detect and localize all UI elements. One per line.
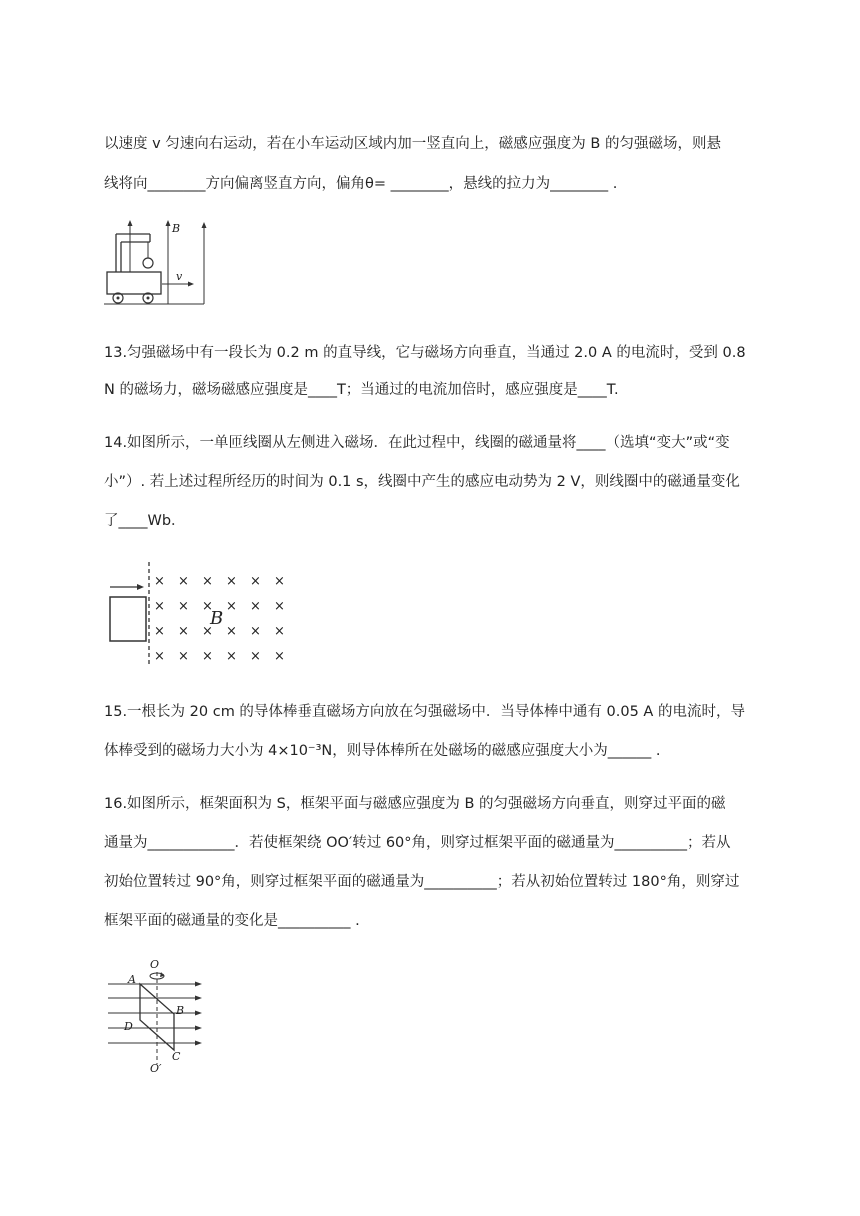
q16-label-c: C — [172, 1050, 181, 1063]
q12-label-v: v — [176, 270, 183, 283]
q14-label-b: B — [210, 608, 224, 629]
field-cross: × — [178, 624, 189, 639]
q12-label-b: B — [172, 222, 181, 235]
field-cross: × — [250, 574, 261, 589]
field-cross: × — [202, 649, 213, 664]
q16-text-line-2: 通量为____________．若使框架绕 OO′转过 60°角，则穿过框架平面的磁通量为__________；若从 — [104, 835, 731, 851]
q16-label-d: D — [124, 1020, 133, 1033]
field-cross: × — [178, 574, 189, 589]
field-cross: × — [202, 624, 213, 639]
field-cross: × — [178, 649, 189, 664]
field-cross: × — [202, 574, 213, 589]
q12-text-line-2: 线将向________方向偏离竖直方向，偏角θ= ________，悬线的拉力为________ . — [104, 176, 618, 192]
field-cross: × — [154, 599, 165, 614]
q16-label-b: B — [176, 1004, 185, 1017]
field-cross: × — [274, 599, 285, 614]
field-cross: × — [202, 599, 213, 614]
field-cross: × — [226, 574, 237, 589]
q16-frame-figure — [104, 958, 208, 1076]
field-cross: × — [274, 624, 285, 639]
q14-text-line-1: 14.如图所示，一单匝线圈从左侧进入磁场．在此过程中，线圈的磁通量将____（选填“变大”或“变 — [104, 435, 730, 451]
q16-label-o: O — [150, 958, 160, 971]
q16-label-o-prime: O′ — [150, 1062, 162, 1075]
field-cross: × — [154, 624, 165, 639]
q14-text-line-3: 了____Wb． — [104, 513, 186, 529]
field-cross: × — [226, 649, 237, 664]
field-cross: × — [250, 649, 261, 664]
field-cross: × — [226, 624, 237, 639]
field-cross: × — [154, 574, 165, 589]
field-cross: × — [154, 649, 165, 664]
q16-label-a: A — [128, 973, 136, 986]
q12-cart-figure — [104, 220, 216, 308]
q13-text-line-1: 13.匀强磁场中有一段长为 0.2 m 的直导线，它与磁场方向垂直，当通过 2.0 A 的电流时，受到 0.8 — [104, 345, 746, 361]
q13-text-line-2: N 的磁场力，磁场磁感应强度是____T；当通过的电流加倍时，感应强度是____T. — [104, 382, 619, 398]
field-cross: × — [250, 624, 261, 639]
q14-coil-figure — [104, 560, 289, 668]
field-cross: × — [274, 649, 285, 664]
field-cross: × — [178, 599, 189, 614]
q16-text-line-4: 框架平面的磁通量的变化是__________ . — [104, 913, 360, 929]
q12-text-line-1: 以速度 v 匀速向右运动，若在小车运动区域内加一竖直向上，磁感应强度为 B 的匀强磁场，则悬 — [104, 136, 721, 152]
q16-text-line-3: 初始位置转过 90°角，则穿过框架平面的磁通量为__________；若从初始位置转过 180°角，则穿过 — [104, 874, 740, 890]
q14-text-line-2: 小”）. 若上述过程所经历的时间为 0.1 s，线圈中产生的感应电动势为 2 V，则线圈中的磁通量变化 — [104, 474, 740, 490]
field-cross: × — [250, 599, 261, 614]
q16-text-line-1: 16.如图所示，框架面积为 S，框架平面与磁感应强度为 B 的匀强磁场方向垂直，则穿过平面的磁 — [104, 796, 726, 812]
field-cross: × — [274, 574, 285, 589]
field-cross: × — [226, 599, 237, 614]
q15-text-line-1: 15.一根长为 20 cm 的导体棒垂直磁场方向放在匀强磁场中．当导体棒中通有 0.05 A 的电流时，导 — [104, 704, 745, 720]
q15-text-line-2: 体棒受到的磁场力大小为 4×10⁻³N，则导体棒所在处磁场的磁感应强度大小为______ . — [104, 743, 661, 759]
